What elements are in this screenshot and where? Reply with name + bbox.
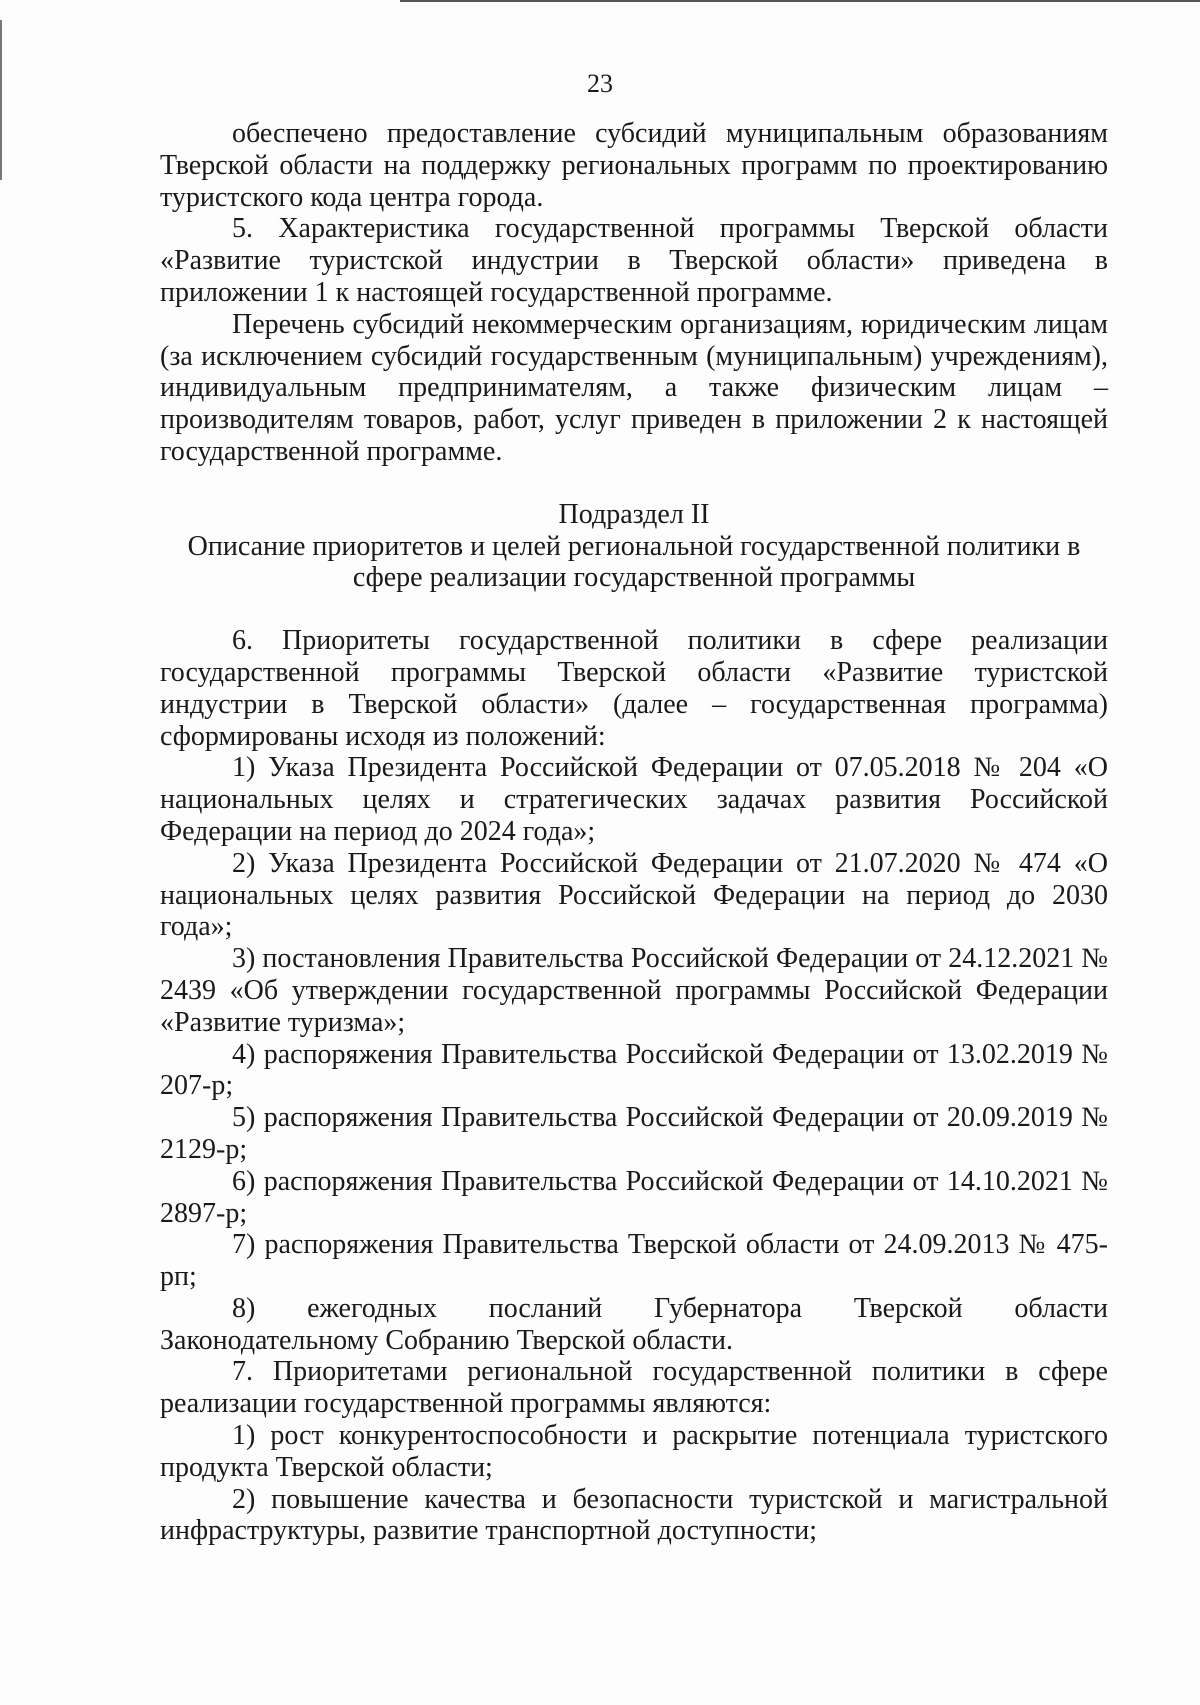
list-item: 2) повышение качества и безопасности туристской и магистральной инфраструктуры, развитие транспортной доступности; — [160, 1483, 1108, 1547]
list-item: 1) рост конкурентоспособности и раскрытие потенциала туристского продукта Тверской области; — [160, 1420, 1108, 1483]
section-label: Подраздел II — [558, 498, 710, 530]
paragraph-item-5: 5. Характеристика государственной программы Тверской области «Развитие туристской индустрии в Тверской области» приведена в приложении 1 к настоящей государственной программе. — [160, 213, 1108, 308]
page-number: 23 — [587, 69, 613, 98]
list-item: 8) ежегодных посланий Губернатора Тверской области Законодательному Собранию Тверской области. — [160, 1292, 1108, 1356]
list-item: 3) постановления Правительства Российской Федерации от 24.12.2021 № 2439 «Об утверждении государственной программы Российской Федерации «Развитие туризма»; — [160, 943, 1108, 1038]
paragraph-item-7: 7. Приоритетами региональной государственной политики в сфере реализации государственной программы являются: — [160, 1356, 1108, 1420]
list-item: 1) Указа Президента Российской Федерации от 07.05.2018 № 204 «О национальных целях и стратегических задачах развития Российской Федерации на период до 2024 года»; — [160, 752, 1108, 847]
list-item: 2) Указа Президента Российской Федерации от 21.07.2020 № 474 «О национальных целях развития Российской Федерации на период до 2030 года»; — [160, 847, 1108, 943]
list-item: 4) распоряжения Правительства Российской Федерации от 13.02.2019 № 207-р; — [160, 1038, 1108, 1102]
scan-edge-left — [0, 20, 2, 180]
scan-edge-top — [400, 0, 1200, 2]
list-item: 5) распоряжения Правительства Российской Федерации от 20.09.2019 № 2129-р; — [160, 1102, 1108, 1165]
paragraph-continuation: обеспечено предоставление субсидий муниципальным образованиям Тверской области на поддержку региональных программ по проектированию туристского кода центра города. — [160, 118, 1108, 213]
document-body — [160, 118, 1108, 1547]
list-item: 7) распоряжения Правительства Тверской области от 24.09.2013 № 475-рп; — [160, 1229, 1108, 1293]
section-title: Описание приоритетов и целей региональной государственной политики в сфере реализации государственной программы — [187, 530, 1081, 594]
paragraph-item-6: 6. Приоритеты государственной политики в сфере реализации государственной программы Тверской области «Развитие туристской индустрии в Тверской области» (далее – государственная программа) сформированы исходя из положений: — [160, 625, 1108, 752]
paragraph-subsidies-list: Перечень субсидий некоммерческим организациям, юридическим лицам (за исключением субсидий государственным (муниципальным) учреждениям), индивидуальным предпринимателям, а также физическим лицам – производителям товаров, работ, услуг приведен в приложении 2 к настоящей государственной программе. — [160, 308, 1108, 467]
list-item: 6) распоряжения Правительства Российской Федерации от 14.10.2021 № 2897-р; — [160, 1165, 1108, 1229]
